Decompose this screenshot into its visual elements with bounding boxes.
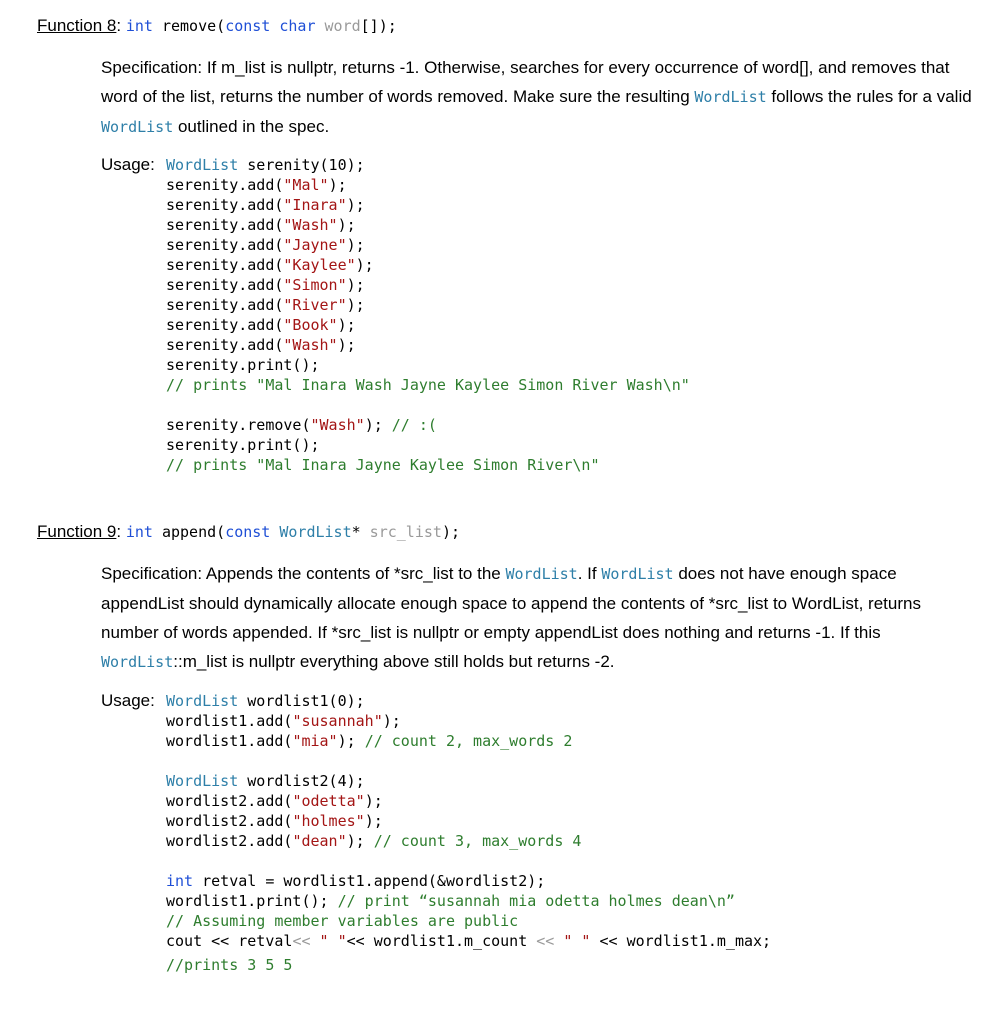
code-line: serenity.print(); xyxy=(166,436,320,454)
code-comment: // prints "Mal Inara Wash Jayne Kaylee Simon River Wash\n" xyxy=(166,376,690,394)
function-9-usage-label: Usage: xyxy=(101,691,155,710)
function-8-label: Function 8 xyxy=(37,16,117,35)
code-line: wordlist1.print(); // print “susannah mia odetta holmes dean\n” xyxy=(166,892,735,910)
code-comment: // Assuming member variables are public xyxy=(166,912,519,930)
code-line: serenity.add("Inara"); xyxy=(166,196,365,214)
code-comment: //prints 3 5 5 xyxy=(166,956,293,974)
code-line: serenity.add("Book"); xyxy=(166,316,356,334)
function-8-specification: Specification: If m_list is nullptr, returns -1. Otherwise, searches for every occurrence of word[], and removes that word of the list, returns the number of words removed. Make sure the resulting WordList follows the rules for a valid WordList outlined in the spec. xyxy=(101,58,972,136)
code-line: wordlist2.add("holmes"); xyxy=(166,812,383,830)
function-9-usage-code xyxy=(166,691,771,975)
code-line: serenity.add("Kaylee"); xyxy=(166,256,374,274)
function-8-heading: Function 8: int remove(const char word[]); xyxy=(37,16,397,35)
function-8-usage-code xyxy=(166,155,690,475)
code-line: serenity.remove("Wash"); // :( xyxy=(166,416,437,434)
code-blank-line xyxy=(166,395,690,415)
code-line: serenity.add("Wash"); xyxy=(166,216,356,234)
function-9-heading: Function 9: int append(const WordList* src_list); xyxy=(37,522,460,541)
code-line: wordlist2.add("dean"); // count 3, max_words 4 xyxy=(166,832,582,850)
code-blank-line xyxy=(166,851,771,871)
code-line: serenity.print(); xyxy=(166,356,320,374)
code-line: serenity.add("Wash"); xyxy=(166,336,356,354)
code-line: int retval = wordlist1.append(&wordlist2); xyxy=(166,872,546,890)
code-line: serenity.add("Mal"); xyxy=(166,176,347,194)
code-line: wordlist1.add("mia"); // count 2, max_words 2 xyxy=(166,732,573,750)
function-9-label: Function 9 xyxy=(37,522,117,541)
code-line: serenity.add("Jayne"); xyxy=(166,236,365,254)
code-line: serenity.add("Simon"); xyxy=(166,276,365,294)
code-line: wordlist1.add("susannah"); xyxy=(166,712,401,730)
code-line: serenity.add("River"); xyxy=(166,296,365,314)
code-comment: // prints "Mal Inara Jayne Kaylee Simon River\n" xyxy=(166,456,600,474)
code-blank-line xyxy=(166,751,771,771)
function-8-usage-label: Usage: xyxy=(101,155,155,174)
code-line: wordlist2.add("odetta"); xyxy=(166,792,383,810)
code-line: cout << retval<< " "<< wordlist1.m_count << " " << wordlist1.m_max; xyxy=(166,932,772,950)
code-line: WordList wordlist2(4); xyxy=(166,772,365,790)
code-line: WordList wordlist1(0); xyxy=(166,692,365,710)
code-line: WordList serenity(10); xyxy=(166,156,365,174)
function-9-specification: Specification: Appends the contents of *src_list to the WordList. If WordList does not have enough space appendList should dynamically allocate enough space to append the contents of *src_list to WordList, returns number of words appended. If *src_list is nullptr or empty appendList does nothing and returns -1. If this WordList::m_list is nullptr everything above still holds but returns -2. xyxy=(101,564,921,671)
